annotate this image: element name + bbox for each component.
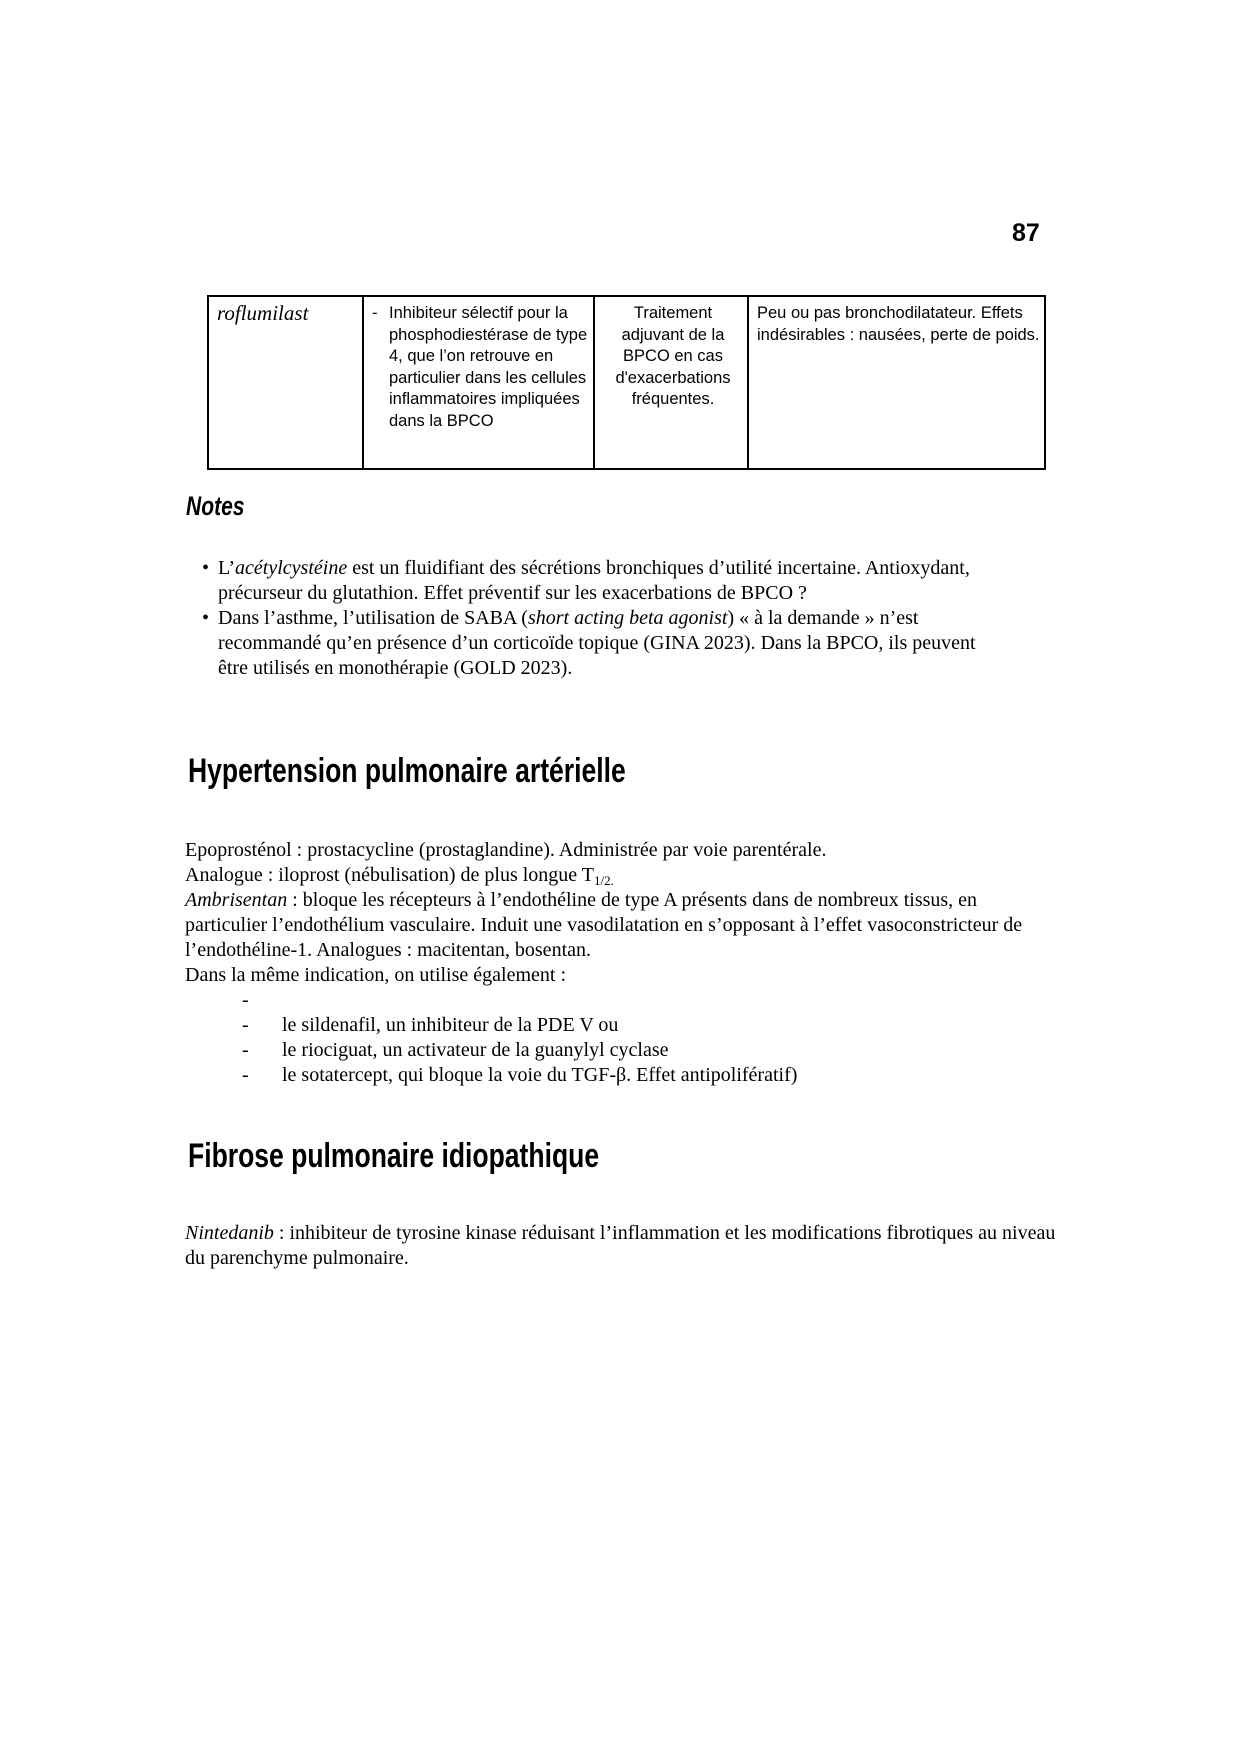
- dash-marker: -: [372, 304, 378, 322]
- list-item: [185, 1013, 1057, 1038]
- table-row: [208, 296, 1045, 469]
- hypertension-paragraph: [185, 838, 1057, 988]
- list-item: [185, 988, 1057, 1013]
- section-heading-fibrose: Fibrose pulmonaire idiopathique: [188, 1137, 600, 1175]
- drug-table: [207, 295, 1046, 470]
- half-life-subscript: 1/2.: [594, 873, 614, 888]
- drug-name-inline: Nintedanib: [185, 1222, 274, 1244]
- dash-list: [185, 988, 1057, 1088]
- bullet-marker: •: [202, 607, 210, 629]
- dash-marker: -: [242, 989, 249, 1011]
- indication-cell: Traitement adjuvant de la BPCO en cas d'exacerbations fréquentes.: [594, 296, 748, 469]
- dash-item-text: le riociguat, un activateur de la guanylyl cyclase: [282, 1039, 669, 1061]
- note-text: Dans l’asthme, l’utilisation de SABA (short acting beta agonist) « à la demande » n’est recommandé qu’en présence d’un corticoïde topique (GINA 2023). Dans la BPCO, ils peuvent être utilisés en monothérapie (GOLD 2023).: [218, 607, 976, 679]
- list-item: [185, 606, 985, 681]
- list-item: [185, 556, 985, 606]
- notes-list: [185, 556, 985, 681]
- mechanism-text: Inhibiteur sélectif pour la phosphodiestérase de type 4, que l’on retrouve en particulier dans les cellules inflammatoires impliquées dans la BPCO: [389, 304, 588, 430]
- drug-name: roflumilast: [217, 301, 309, 325]
- paragraph-line: Analogue : iloprost (nébulisation) de plus longue $T_{1/2.}$: [185, 864, 614, 888]
- note-text: L’acétylcystéine est un fluidifiant des sécrétions bronchiques d’utilité incertaine. Antioxydant, précurseur du glutathion. Effet préventif sur les exacerbations de BPCO ?: [218, 557, 970, 604]
- effects-cell: Peu ou pas bronchodilatateur. Effets indésirables : nausées, perte de poids.: [748, 296, 1045, 469]
- paragraph-line: Epoprosténol : prostacycline (prostaglandine). Administrée par voie parentérale.: [185, 839, 827, 861]
- mechanism-cell: [363, 296, 594, 469]
- list-item: [185, 1063, 1057, 1088]
- paragraph-line: Dans la même indication, on utilise également :: [185, 964, 567, 986]
- dash-marker: -: [242, 1039, 249, 1061]
- dash-item-text: le sotatercept, qui bloque la voie du TGF-β. Effet antipolifératif): [282, 1064, 798, 1086]
- section-heading-hypertension: Hypertension pulmonaire artérielle: [188, 752, 626, 790]
- bullet-marker: •: [202, 557, 210, 579]
- drug-name-cell: [208, 296, 363, 469]
- dash-marker: -: [242, 1064, 249, 1086]
- fibrose-paragraph: Nintedanib : inhibiteur de tyrosine kinase réduisant l’inflammation et les modifications fibrotiques au niveau du parenchyme pulmonaire.: [185, 1222, 1056, 1269]
- paragraph-line: Ambrisentan : bloque les récepteurs à l’endothéline de type A présents dans de nombreux tissus, en particulier l’endothélium vasculaire. Induit une vasodilatation en s’opposant à l’effet vasoconstricteur de l’endothéline-1. Analogues : macitentan, bosentan.: [185, 889, 1023, 961]
- dash-item-text: le sildenafil, un inhibiteur de la PDE V ou: [282, 1014, 619, 1036]
- list-item: [185, 1038, 1057, 1063]
- notes-heading: Notes: [186, 491, 245, 521]
- page-number: 87: [1012, 219, 1040, 247]
- dash-marker: -: [242, 1014, 249, 1036]
